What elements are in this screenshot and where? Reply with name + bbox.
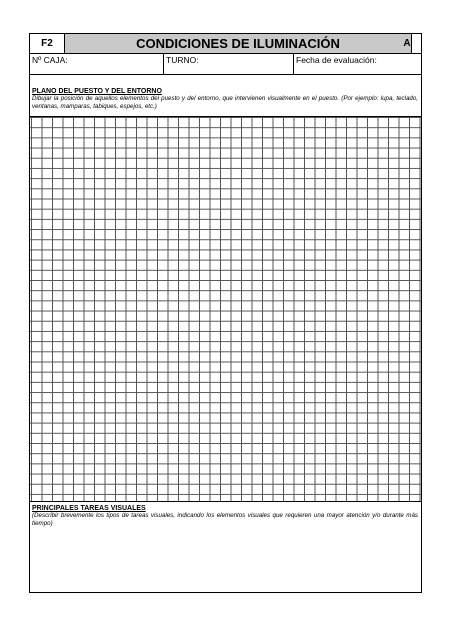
tareas-description: (Describir brevemente los tipos de tareas visuales, indicando los elementos visuales que requieren una mayor atención y/o durante más tiempo) (32, 512, 418, 527)
turno-label: TURNO: (166, 55, 199, 65)
caja-label: Nº CAJA: (32, 55, 68, 65)
form-header (30, 34, 421, 54)
plano-description: Dibujar la posición de aquellos elementos del puesto y del entorno, que intervienen visualmente en el puesto. (Por ejemplo: lupa, teclado, ventanas, mamparas, tabiques, espejos, etc.) (32, 95, 418, 110)
caja-field[interactable] (30, 54, 164, 74)
form-letter: A (403, 38, 411, 49)
evaluation-form (29, 33, 422, 593)
fecha-label: Fecha de evaluación: (296, 55, 377, 65)
fecha-field[interactable] (294, 54, 421, 74)
form-code: F2 (30, 34, 65, 53)
tareas-title: PRINCIPALES TAREAS VISUALES (32, 505, 146, 512)
drawing-grid[interactable] (30, 116, 421, 502)
meta-row (30, 54, 421, 75)
turno-field[interactable] (164, 54, 294, 74)
form-title: CONDICIONES DE ILUMINACIÓN (65, 34, 412, 53)
plano-title: PLANO DEL PUESTO Y DEL ENTORNO (32, 88, 162, 95)
